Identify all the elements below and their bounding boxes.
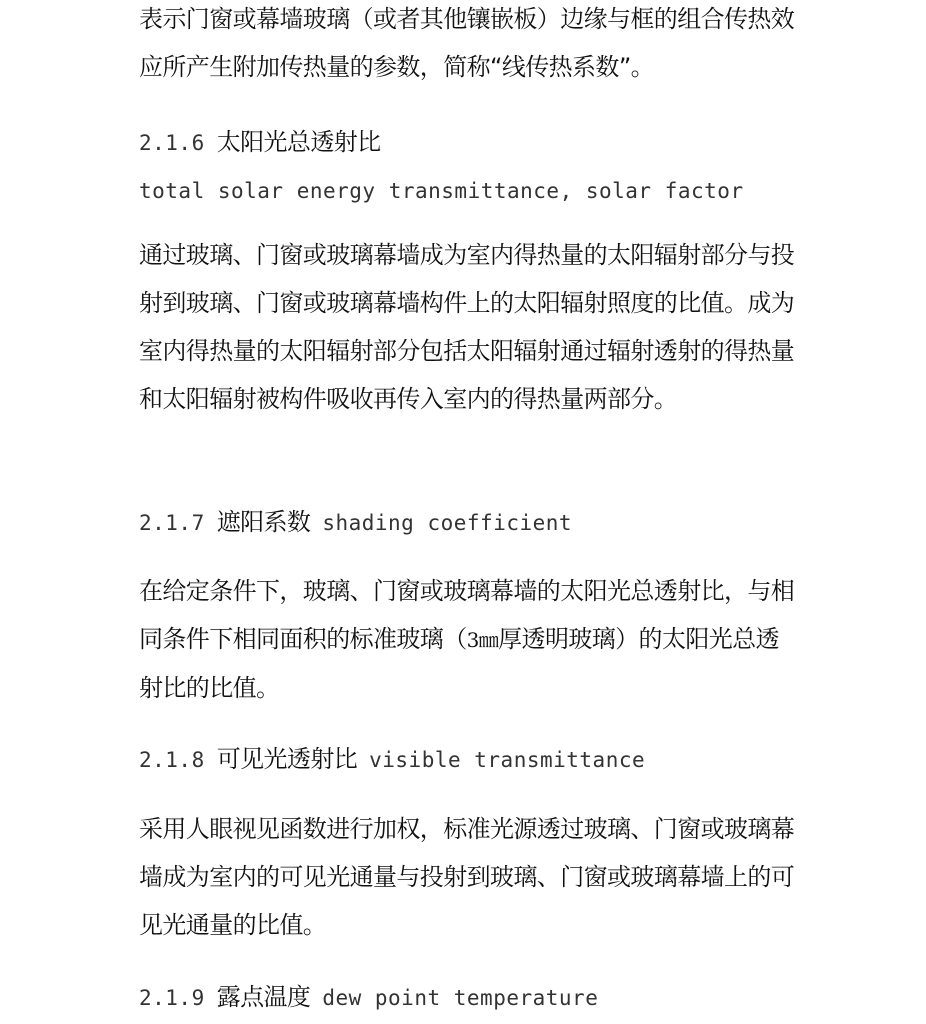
term-english: total solar energy transmittance, solar factor bbox=[139, 179, 744, 203]
section-number: 2.1.9 bbox=[139, 986, 205, 1010]
definition-paragraph-2-1-6: 通过玻璃、门窗或玻璃幕墙成为室内得热量的太阳辐射部分与投射到玻璃、门窗或玻璃幕墙构件上的太阳辐射照度的比值。成为室内得热量的太阳辐射部分包括太阳辐射通过辐射透射的得热量和太阳辐射被构件吸收再传入室内的得热量两部分。 bbox=[139, 241, 795, 413]
section-number: 2.1.8 bbox=[139, 748, 205, 772]
definition-part-a: 在给定条件下，玻璃、门窗或玻璃幕墙的太阳光总透射比，与相同条件下相同面积的标准玻璃（ bbox=[139, 577, 795, 653]
term-chinese: 可见光透射比 bbox=[216, 745, 358, 773]
term-english: shading coefficient bbox=[322, 511, 573, 535]
term-english: visible transmittance bbox=[369, 748, 646, 772]
intro-paragraph: 表示门窗或幕墙玻璃（或者其他镶嵌板）边缘与框的组合传热效应所产生附加传热量的参数，简称“线传热系数”。 bbox=[139, 5, 795, 81]
definition-part-b: 厚透明玻璃）的太阳光总透射比的比值。 bbox=[139, 625, 779, 702]
section-heading-2-1-6 bbox=[139, 118, 819, 215]
term-chinese: 露点温度 bbox=[216, 983, 311, 1011]
section-heading-2-1-9 bbox=[139, 973, 598, 1022]
term-chinese: 太阳光总透射比 bbox=[216, 128, 381, 156]
term-chinese: 遮阳系数 bbox=[216, 508, 311, 536]
definition-paragraph-2-1-7 bbox=[139, 567, 799, 712]
term-english: dew point temperature bbox=[322, 986, 599, 1010]
section-number: 2.1.6 bbox=[139, 131, 205, 155]
section-heading-2-1-8 bbox=[139, 735, 645, 784]
section-number: 2.1.7 bbox=[139, 511, 205, 535]
definition-paragraph-2-1-8: 采用人眼视见函数进行加权，标准光源透过玻璃、门窗或玻璃幕墙成为室内的可见光通量与投射到玻璃、门窗或玻璃幕墙上的可见光通量的比值。 bbox=[139, 815, 795, 939]
section-heading-2-1-7 bbox=[139, 498, 572, 547]
thickness-value: 3㎜ bbox=[466, 628, 499, 652]
